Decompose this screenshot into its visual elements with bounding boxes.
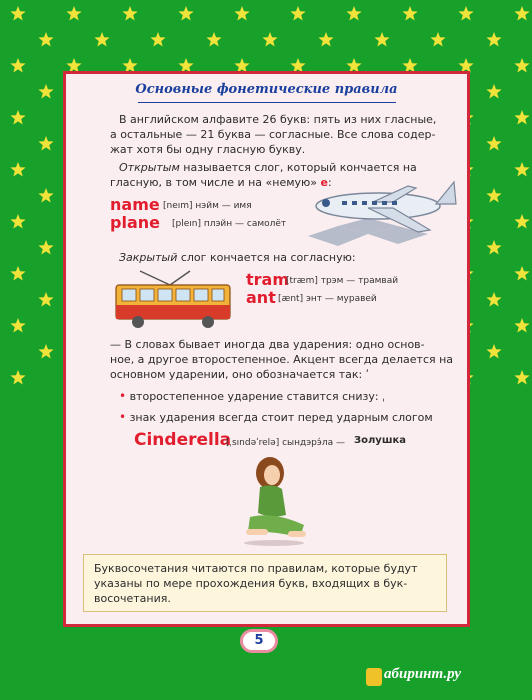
intro-line-3: жат хотя бы одну гласную букву. [110, 143, 306, 156]
open-syllable-line-1 [119, 160, 417, 175]
star-icon [458, 6, 473, 21]
transcription-name: [neım] нэйм — имя [163, 201, 252, 211]
transcription-tram: [træm] трэм — трамвай [286, 276, 399, 286]
content-page [63, 71, 470, 627]
open-syllable-text: называется слог, который кончается на [179, 161, 417, 174]
word-tram: tram [246, 270, 290, 289]
airplane-illustration [298, 174, 458, 254]
star-icon [38, 32, 53, 47]
star-icon [38, 188, 53, 203]
page-number: 5 [240, 629, 278, 653]
star-icon [486, 344, 501, 359]
star-icon [94, 32, 109, 47]
page-title: Основные фонетические правила [135, 82, 398, 97]
word-ant: ant [246, 288, 276, 307]
star-icon [38, 136, 53, 151]
star-icon [10, 58, 25, 73]
open-syllable-colon: : [327, 176, 332, 189]
star-icon [514, 162, 529, 177]
translation-cinderella: Золушка [354, 435, 406, 446]
note-line-1: Буквосочетания читаются по правилам, которые будут [94, 562, 418, 575]
star-icon [486, 32, 501, 47]
star-icon [514, 266, 529, 281]
transcription-plane: [pleın] плэйн — самолёт [172, 219, 287, 229]
star-icon [10, 266, 25, 281]
star-icon [234, 6, 249, 21]
star-icon [10, 370, 25, 385]
star-icon [402, 6, 417, 21]
star-icon [10, 214, 25, 229]
star-icon [318, 32, 333, 47]
star-icon [290, 6, 305, 21]
star-icon [374, 32, 389, 47]
transcription-cinderella: [ˌsındəʹrelə] сындэрэ́ла — [226, 438, 345, 448]
star-icon [514, 214, 529, 229]
stress-line-3: основном ударении, оно обозначается так: ʹ [110, 368, 369, 381]
bullet-text-2: знак ударения всегда стоит перед ударным слогом [129, 411, 433, 424]
star-icon [514, 318, 529, 333]
title-underline [138, 102, 396, 103]
star-icon [66, 6, 81, 21]
star-icon [206, 32, 221, 47]
star-icon [514, 370, 529, 385]
star-icon [262, 32, 277, 47]
stress-line-2: ное, а другое второстепенное. Акцент всегда делается на [110, 353, 454, 366]
star-icon [486, 188, 501, 203]
note-line-3: восочетания. [94, 592, 171, 605]
star-icon [150, 32, 165, 47]
star-icon [346, 6, 361, 21]
star-icon [38, 84, 53, 99]
star-icon [430, 32, 445, 47]
star-icon [38, 240, 53, 255]
star-icon [178, 6, 193, 21]
bullet-item-secondary-stress [119, 389, 385, 404]
star-icon [486, 292, 501, 307]
labirint-logo-icon [366, 668, 382, 686]
star-icon [38, 344, 53, 359]
note-box [83, 554, 447, 612]
bullet-text-1: второстепенное ударение ставится снизу: ˌ [129, 390, 386, 403]
closed-syllable-text: слог кончается на согласную: [177, 251, 356, 264]
watermark-logo: абиринт.ру [384, 666, 462, 682]
bullet-icon: • [119, 410, 127, 424]
star-icon [514, 58, 529, 73]
closed-syllable-term: Закрытый [119, 251, 178, 264]
star-icon [10, 162, 25, 177]
open-syllable-term: Открытым [119, 161, 180, 174]
intro-line-2: а остальные — 21 буква — согласные. Все слова содер- [110, 128, 436, 141]
star-icon [486, 84, 501, 99]
closed-syllable-line [119, 250, 356, 265]
bullet-item-stress-position [119, 410, 433, 425]
star-icon [10, 110, 25, 125]
intro-line-1: В английском алфавите 26 букв: пять из них гласные, [119, 113, 437, 126]
word-plane: plane [110, 213, 160, 232]
stress-line-1: — В словах бывает иногда два ударения: одно основ- [110, 338, 425, 351]
word-cinderella: Cinderella [134, 430, 232, 450]
note-line-2: указаны по мере прохождения букв, входящих в бук- [94, 577, 408, 590]
star-icon [514, 6, 529, 21]
star-icon [486, 136, 501, 151]
bullet-icon: • [119, 389, 127, 403]
star-icon [486, 240, 501, 255]
star-icon [10, 6, 25, 21]
star-icon [514, 110, 529, 125]
star-icon [122, 6, 137, 21]
silent-letter: е [320, 176, 328, 189]
star-icon [10, 318, 25, 333]
girl-illustration [238, 455, 310, 547]
tram-illustration [110, 269, 236, 331]
star-icon [38, 292, 53, 307]
open-syllable-text-2: гласную, в том числе и на «немую» [110, 176, 321, 189]
transcription-ant: [ænt] энт — муравей [278, 294, 377, 304]
word-name: name [110, 195, 160, 214]
